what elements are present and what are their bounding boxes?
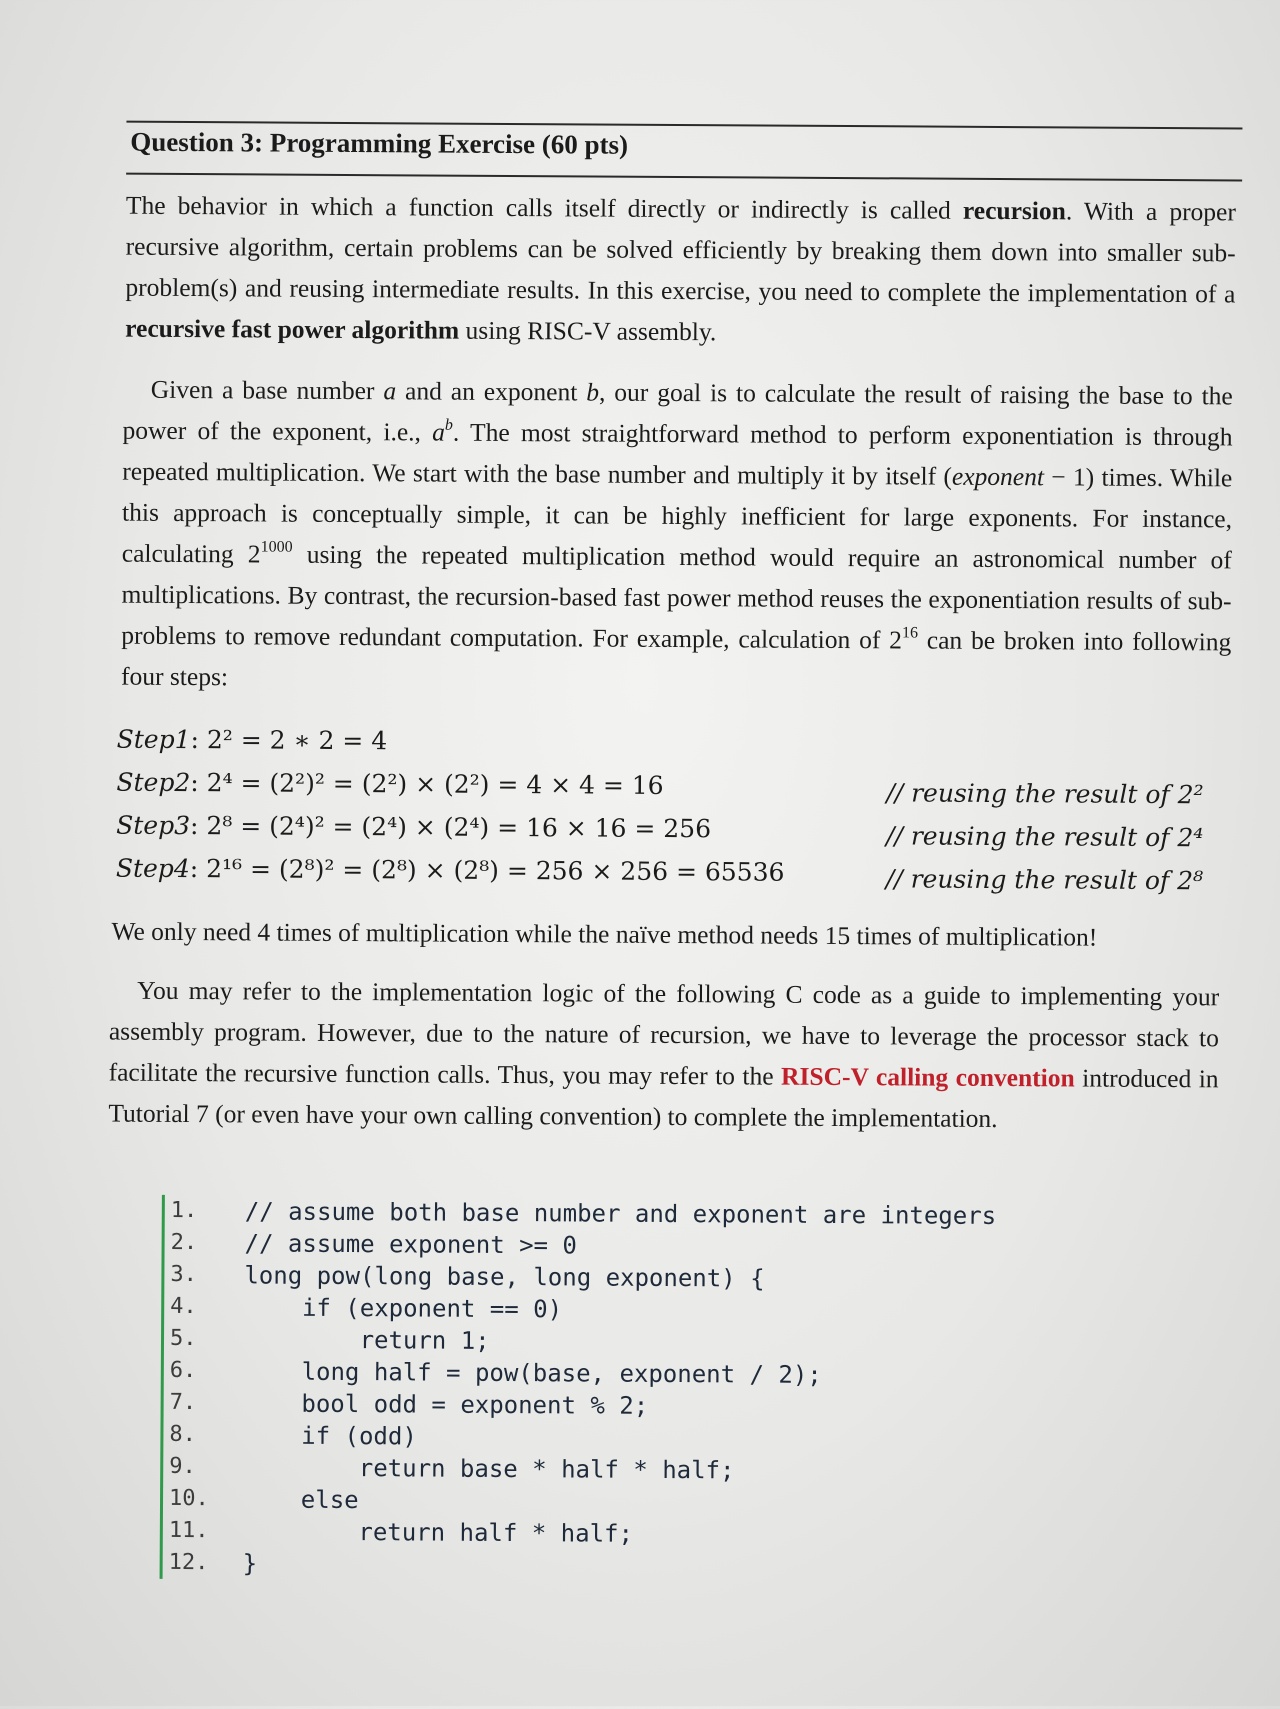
math-var: exponent [952,462,1044,492]
math-var: a [383,376,396,405]
code-text: return base * half * half; [243,1451,734,1486]
math-superscript: 1000 [261,538,293,555]
step-label: Step3 [116,811,190,840]
line-number: 5. [170,1323,197,1355]
code-text: return 1; [244,1323,490,1356]
math-var: b [586,377,599,406]
step-math: : 2¹⁶ = (2⁸)² = (2⁸) × (2⁸) = 256 × 256 = 65536 [190,854,785,887]
heading-rule [126,173,1242,182]
step-row [116,854,1234,904]
text-run: , our goal is to calculate the result of raising the base to the power of the exponent, i.e., [122,378,1232,447]
step-row [116,811,1234,861]
step-math: : 2⁸ = (2⁴)² = (2⁴) × (2⁴) = 16 × 16 = 256 [190,811,711,843]
code-text: // assume exponent >= 0 [245,1227,578,1261]
step-math: : 2² = 2 ∗ 2 = 4 [190,725,387,755]
text-run: You may refer to the implementation logic of the following C code as a guide to implementing your assembly program. However, due to the nature of recursion, we have to leverage the processor stack to facilitate the recursive function calls. Thus, you may refer to the [109,976,1220,1091]
text-run: Given a base number [151,375,384,405]
math-var: a [432,418,445,447]
intro-paragraph [125,185,1236,356]
step-row [116,768,1234,818]
code-text: if (odd) [243,1419,417,1452]
code-line [163,1547,1063,1584]
step-comment: // reusing the result of 2⁸ [886,864,1203,895]
step-expression [116,811,711,844]
question-heading: Question 3: Programming Exercise (60 pts) [130,127,628,161]
text-run: can be broken into following four steps: [121,625,1231,691]
step-row [117,725,1235,775]
step-comment: // reusing the result of 2² [886,778,1203,809]
text-run: and an exponent [396,376,586,406]
step-comment: // reusing the result of 2⁴ [886,821,1203,852]
line-number: 4. [170,1291,197,1323]
code-text: // assume both base number and exponent are integers [245,1195,997,1232]
code-listing [160,1195,1065,1585]
line-number: 8. [169,1419,196,1451]
highlight-calling-convention: RISC-V calling convention [781,1062,1075,1093]
step-math: : 2⁴ = (2²)² = (2²) × (2²) = 4 × 4 = 16 [190,768,663,800]
step-expression [116,854,785,887]
bold-term-fast-power: recursive fast power algorithm [125,314,459,345]
steps-block [116,725,1235,904]
code-text: long pow(long base, long exponent) { [244,1259,764,1294]
math-superscript: 16 [902,624,918,641]
step-label: Step1 [117,725,191,754]
code-text: bool odd = exponent % 2; [244,1387,649,1421]
step-expression [117,725,388,756]
code-text: else [243,1483,359,1516]
code-text: if (exponent == 0) [244,1291,562,1325]
step-expression [116,768,663,800]
line-number: 6. [170,1355,197,1387]
text-run: − 1) times. While this approach is conceptually simple, it can be highly inefficient for large exponents. For instance, calculating 2 [122,462,1233,568]
step-label: Step4 [116,854,190,883]
line-number: 12. [169,1547,209,1579]
line-number: 3. [170,1259,197,1291]
text-run: using RISC-V assembly. [459,316,716,347]
bold-term-recursion: recursion [963,196,1066,226]
step-label: Step2 [116,768,190,797]
line-number: 2. [171,1227,198,1259]
line-number: 10. [169,1483,209,1515]
code-text: long half = pow(base, exponent / 2); [244,1355,822,1391]
document-page [103,0,1243,1709]
code-text: return half * half; [243,1515,633,1549]
multiplication-note: We only need 4 times of multiplication while the naïve method needs 15 times of multiplication! [111,911,1221,959]
text-run: using the repeated multiplication method would require an astronomical number of multiplications. By contrast, the recursion-based fast power method reuses the exponentiation results of sub-problems to remove redundant computation. For example, calculation of 2 [121,540,1232,655]
line-number: 11. [169,1515,209,1547]
line-number: 9. [169,1451,196,1483]
line-number: 7. [170,1387,197,1419]
text-run: introduced in Tutorial 7 (or even have your own calling convention) to complete the implementation. [108,1063,1218,1133]
text-run: . The most straightforward method to perform exponentiation is through repeated multiplication. We start with the base number and multiply it by itself ( [122,418,1232,491]
code-text: } [243,1547,258,1579]
text-run: . With a proper recursive algorithm, certain problems can be solved efficiently by breaking them down into smaller sub-problem(s) and reusing intermediate results. In this exercise, you need to complete the implementation of a [125,196,1236,308]
explanation-paragraph [121,369,1233,704]
math-superscript: b [445,416,453,433]
line-number: 1. [171,1195,198,1227]
guide-paragraph [108,970,1219,1141]
text-run: The behavior in which a function calls itself directly or indirectly is called [126,191,963,225]
